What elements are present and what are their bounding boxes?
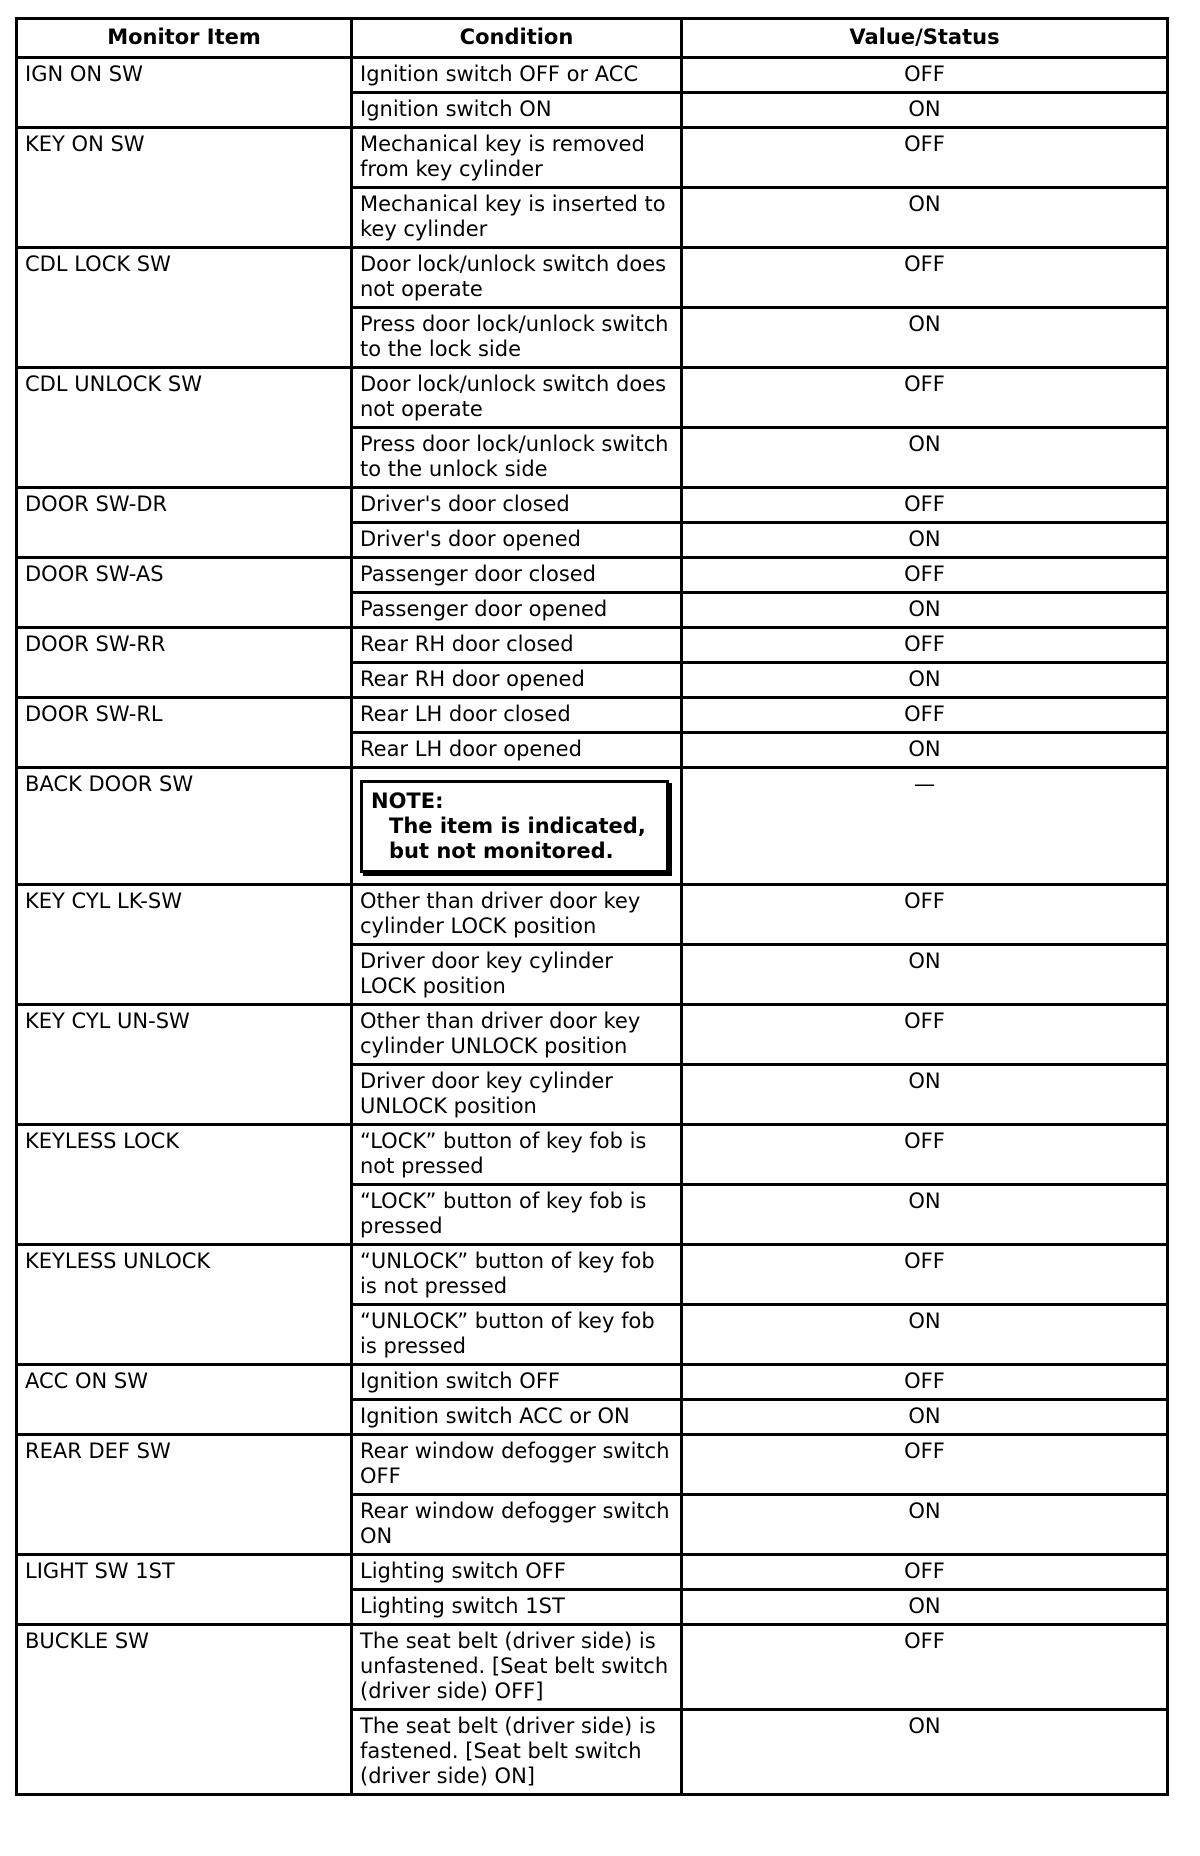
monitor-item-cell: CDL LOCK SW — [17, 248, 352, 368]
monitor-item-cell: ACC ON SW — [17, 1365, 352, 1435]
monitor-item-cell: REAR DEF SW — [17, 1435, 352, 1555]
note-body-line: The item is indicated, — [389, 814, 646, 838]
condition-cell: Passenger door closed — [352, 558, 682, 593]
table-row — [17, 885, 1168, 945]
monitor-item-cell: IGN ON SW — [17, 58, 352, 128]
header-value-status: Value/Status — [682, 19, 1168, 58]
value-status-cell: ON — [682, 733, 1168, 768]
monitor-item-cell: KEY CYL LK-SW — [17, 885, 352, 1005]
condition-cell: Ignition switch OFF — [352, 1365, 682, 1400]
table-row — [17, 768, 1168, 885]
condition-cell: Other than driver door key cylinder LOCK position — [352, 885, 682, 945]
monitor-item-cell: KEYLESS UNLOCK — [17, 1245, 352, 1365]
value-status-cell: ON — [682, 523, 1168, 558]
value-status-cell: ON — [682, 188, 1168, 248]
condition-cell: Ignition switch ACC or ON — [352, 1400, 682, 1435]
value-status-cell: ON — [682, 593, 1168, 628]
condition-cell: Press door lock/unlock switch to the lock side — [352, 308, 682, 368]
condition-cell: Driver's door closed — [352, 488, 682, 523]
table-body — [17, 58, 1168, 1795]
monitor-item-cell: BACK DOOR SW — [17, 768, 352, 885]
value-status-cell: ON — [682, 945, 1168, 1005]
table-row — [17, 1005, 1168, 1065]
value-status-cell: OFF — [682, 885, 1168, 945]
value-status-cell: ON — [682, 1495, 1168, 1555]
condition-cell: “UNLOCK” button of key fob is pressed — [352, 1305, 682, 1365]
monitor-item-cell: DOOR SW-RL — [17, 698, 352, 768]
table-row — [17, 1625, 1168, 1710]
condition-cell: Driver door key cylinder LOCK position — [352, 945, 682, 1005]
condition-cell: “UNLOCK” button of key fob is not pressed — [352, 1245, 682, 1305]
condition-cell: Rear window defogger switch OFF — [352, 1435, 682, 1495]
value-status-cell: — — [682, 768, 1168, 885]
table-row — [17, 698, 1168, 733]
value-status-cell: OFF — [682, 128, 1168, 188]
condition-cell: Driver door key cylinder UNLOCK position — [352, 1065, 682, 1125]
header-monitor-item: Monitor Item — [17, 19, 352, 58]
condition-cell: Ignition switch OFF or ACC — [352, 58, 682, 93]
table-row — [17, 1245, 1168, 1305]
value-status-cell: OFF — [682, 1625, 1168, 1710]
note-body-line: but not monitored. — [389, 839, 614, 863]
condition-cell: Ignition switch ON — [352, 93, 682, 128]
condition-cell: Lighting switch OFF — [352, 1555, 682, 1590]
table-row — [17, 488, 1168, 523]
header-condition: Condition — [352, 19, 682, 58]
monitor-table-container — [15, 17, 1166, 1796]
monitor-table — [15, 17, 1169, 1796]
value-status-cell: ON — [682, 1590, 1168, 1625]
value-status-cell: OFF — [682, 58, 1168, 93]
value-status-cell: ON — [682, 1710, 1168, 1795]
value-status-cell: OFF — [682, 368, 1168, 428]
value-status-cell: OFF — [682, 248, 1168, 308]
value-status-cell: OFF — [682, 698, 1168, 733]
table-row — [17, 368, 1168, 428]
table-row — [17, 1365, 1168, 1400]
note-title: NOTE: — [371, 789, 444, 813]
condition-cell: The seat belt (driver side) is fastened. [Seat belt switch (driver side) ON] — [352, 1710, 682, 1795]
condition-cell: Rear RH door closed — [352, 628, 682, 663]
value-status-cell: ON — [682, 93, 1168, 128]
condition-cell: Rear LH door closed — [352, 698, 682, 733]
table-row — [17, 1555, 1168, 1590]
table-row — [17, 248, 1168, 308]
condition-cell: Mechanical key is removed from key cylinder — [352, 128, 682, 188]
condition-cell: Other than driver door key cylinder UNLOCK position — [352, 1005, 682, 1065]
value-status-cell: OFF — [682, 1435, 1168, 1495]
condition-cell: Mechanical key is inserted to key cylinder — [352, 188, 682, 248]
condition-cell: Rear LH door opened — [352, 733, 682, 768]
condition-cell: Rear RH door opened — [352, 663, 682, 698]
header-row — [17, 19, 1168, 58]
value-status-cell: OFF — [682, 1005, 1168, 1065]
monitor-item-cell: DOOR SW-AS — [17, 558, 352, 628]
note-box — [360, 780, 669, 873]
value-status-cell: OFF — [682, 1555, 1168, 1590]
table-row — [17, 628, 1168, 663]
table-row — [17, 128, 1168, 188]
value-status-cell: ON — [682, 1305, 1168, 1365]
condition-cell: Lighting switch 1ST — [352, 1590, 682, 1625]
value-status-cell: OFF — [682, 1245, 1168, 1305]
value-status-cell: ON — [682, 308, 1168, 368]
condition-cell: Passenger door opened — [352, 593, 682, 628]
monitor-item-cell: KEY CYL UN-SW — [17, 1005, 352, 1125]
condition-cell: “LOCK” button of key fob is not pressed — [352, 1125, 682, 1185]
table-row — [17, 58, 1168, 93]
value-status-cell: OFF — [682, 1365, 1168, 1400]
monitor-item-cell: KEYLESS LOCK — [17, 1125, 352, 1245]
monitor-item-cell: DOOR SW-DR — [17, 488, 352, 558]
monitor-item-cell: CDL UNLOCK SW — [17, 368, 352, 488]
monitor-item-cell: DOOR SW-RR — [17, 628, 352, 698]
condition-cell: Driver's door opened — [352, 523, 682, 558]
value-status-cell: OFF — [682, 628, 1168, 663]
value-status-cell: OFF — [682, 488, 1168, 523]
value-status-cell: OFF — [682, 1125, 1168, 1185]
condition-cell — [352, 768, 682, 885]
value-status-cell: ON — [682, 1400, 1168, 1435]
value-status-cell: ON — [682, 1065, 1168, 1125]
condition-cell: Rear window defogger switch ON — [352, 1495, 682, 1555]
condition-cell: “LOCK” button of key fob is pressed — [352, 1185, 682, 1245]
value-status-cell: ON — [682, 663, 1168, 698]
monitor-item-cell: LIGHT SW 1ST — [17, 1555, 352, 1625]
table-row — [17, 1435, 1168, 1495]
table-row — [17, 558, 1168, 593]
value-status-cell: OFF — [682, 558, 1168, 593]
table-row — [17, 1125, 1168, 1185]
condition-cell: Door lock/unlock switch does not operate — [352, 368, 682, 428]
monitor-item-cell: KEY ON SW — [17, 128, 352, 248]
value-status-cell: ON — [682, 1185, 1168, 1245]
monitor-item-cell: BUCKLE SW — [17, 1625, 352, 1795]
condition-cell: Door lock/unlock switch does not operate — [352, 248, 682, 308]
condition-cell: The seat belt (driver side) is unfastened. [Seat belt switch (driver side) OFF] — [352, 1625, 682, 1710]
condition-cell: Press door lock/unlock switch to the unlock side — [352, 428, 682, 488]
value-status-cell: ON — [682, 428, 1168, 488]
